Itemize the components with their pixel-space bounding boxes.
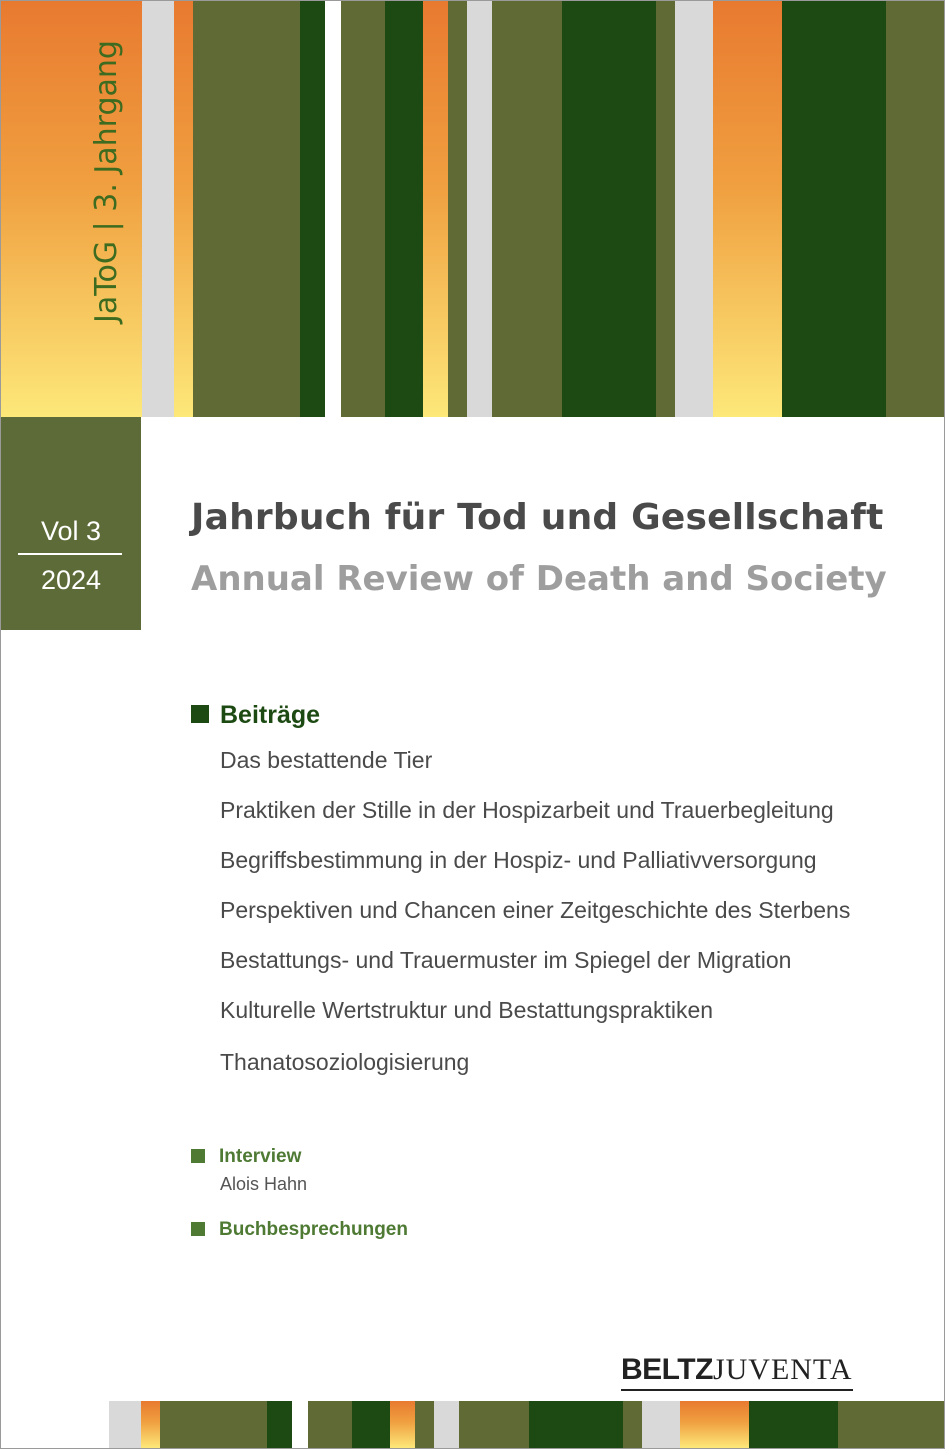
square-bullet-icon — [191, 1149, 205, 1163]
stripe — [459, 1401, 529, 1448]
stripe — [174, 1, 193, 417]
volume-label: Vol 3 — [40, 516, 102, 546]
stripe — [448, 1, 467, 417]
article-title: Bestattungs- und Trauermuster im Spiegel der Migration — [220, 947, 792, 973]
volume-year: 2024 — [40, 565, 102, 595]
stripe — [142, 1, 174, 417]
stripe — [680, 1401, 749, 1448]
stripe — [886, 1, 944, 417]
stripe — [838, 1401, 944, 1448]
stripe — [562, 1, 656, 417]
stripe — [267, 1401, 292, 1448]
top-stripe-band — [1, 1, 944, 417]
spine-label: JaToG | 3. Jahrgang — [89, 40, 124, 323]
article-title: Das bestattende Tier — [220, 747, 433, 773]
stripe — [656, 1, 675, 417]
interview-person: Alois Hahn — [220, 1174, 308, 1194]
section-heading-label: Beiträge — [220, 701, 321, 729]
stripe — [623, 1401, 642, 1448]
stripe — [160, 1401, 267, 1448]
article-title: Begriffsbestimmung in der Hospiz- und Palliativversorgung — [220, 847, 817, 873]
stripe — [749, 1401, 838, 1448]
stripe — [415, 1401, 434, 1448]
stripe — [141, 1401, 160, 1448]
section-reviews-heading — [191, 1219, 408, 1241]
stripe — [385, 1, 423, 417]
title-german: Jahrbuch für Tod und Gesellschaft — [191, 497, 884, 538]
stripe — [675, 1, 713, 417]
stripe — [390, 1401, 415, 1448]
article-title: Praktiken der Stille in der Hospizarbeit und Trauerbegleitung — [220, 797, 834, 823]
stripe — [492, 1, 562, 417]
square-bullet-icon — [191, 705, 209, 723]
publisher-name-part2: JUVENTA — [712, 1353, 853, 1386]
stripe — [782, 1, 886, 417]
article-title: Kulturelle Wertstruktur und Bestattungspraktiken — [220, 997, 714, 1023]
square-bullet-icon — [191, 1222, 205, 1236]
stripe — [423, 1, 448, 417]
stripe — [529, 1401, 623, 1448]
stripe — [467, 1, 492, 417]
stripe — [300, 1, 325, 417]
divider — [18, 553, 122, 555]
volume-box — [1, 417, 141, 630]
section-heading-label: Buchbesprechungen — [219, 1219, 408, 1240]
stripe — [193, 1, 300, 417]
stripe — [434, 1401, 459, 1448]
stripe — [642, 1401, 680, 1448]
stripe — [352, 1401, 390, 1448]
stripe — [308, 1401, 352, 1448]
title-english: Annual Review of Death and Society — [191, 559, 887, 599]
stripe — [713, 1, 782, 417]
article-title: Perspektiven und Chancen einer Zeitgeschichte des Sterbens — [220, 897, 851, 923]
stripe — [341, 1, 385, 417]
section-heading-label: Interview — [219, 1146, 302, 1167]
publisher-name-part1: BELTZ — [621, 1353, 713, 1386]
article-title: Thanatosoziologisierung — [220, 1049, 470, 1075]
stripe — [325, 1, 341, 417]
section-beitraege-heading — [191, 701, 320, 730]
section-interview-heading — [191, 1146, 301, 1168]
stripe — [109, 1401, 141, 1448]
publisher-logo — [621, 1353, 853, 1391]
